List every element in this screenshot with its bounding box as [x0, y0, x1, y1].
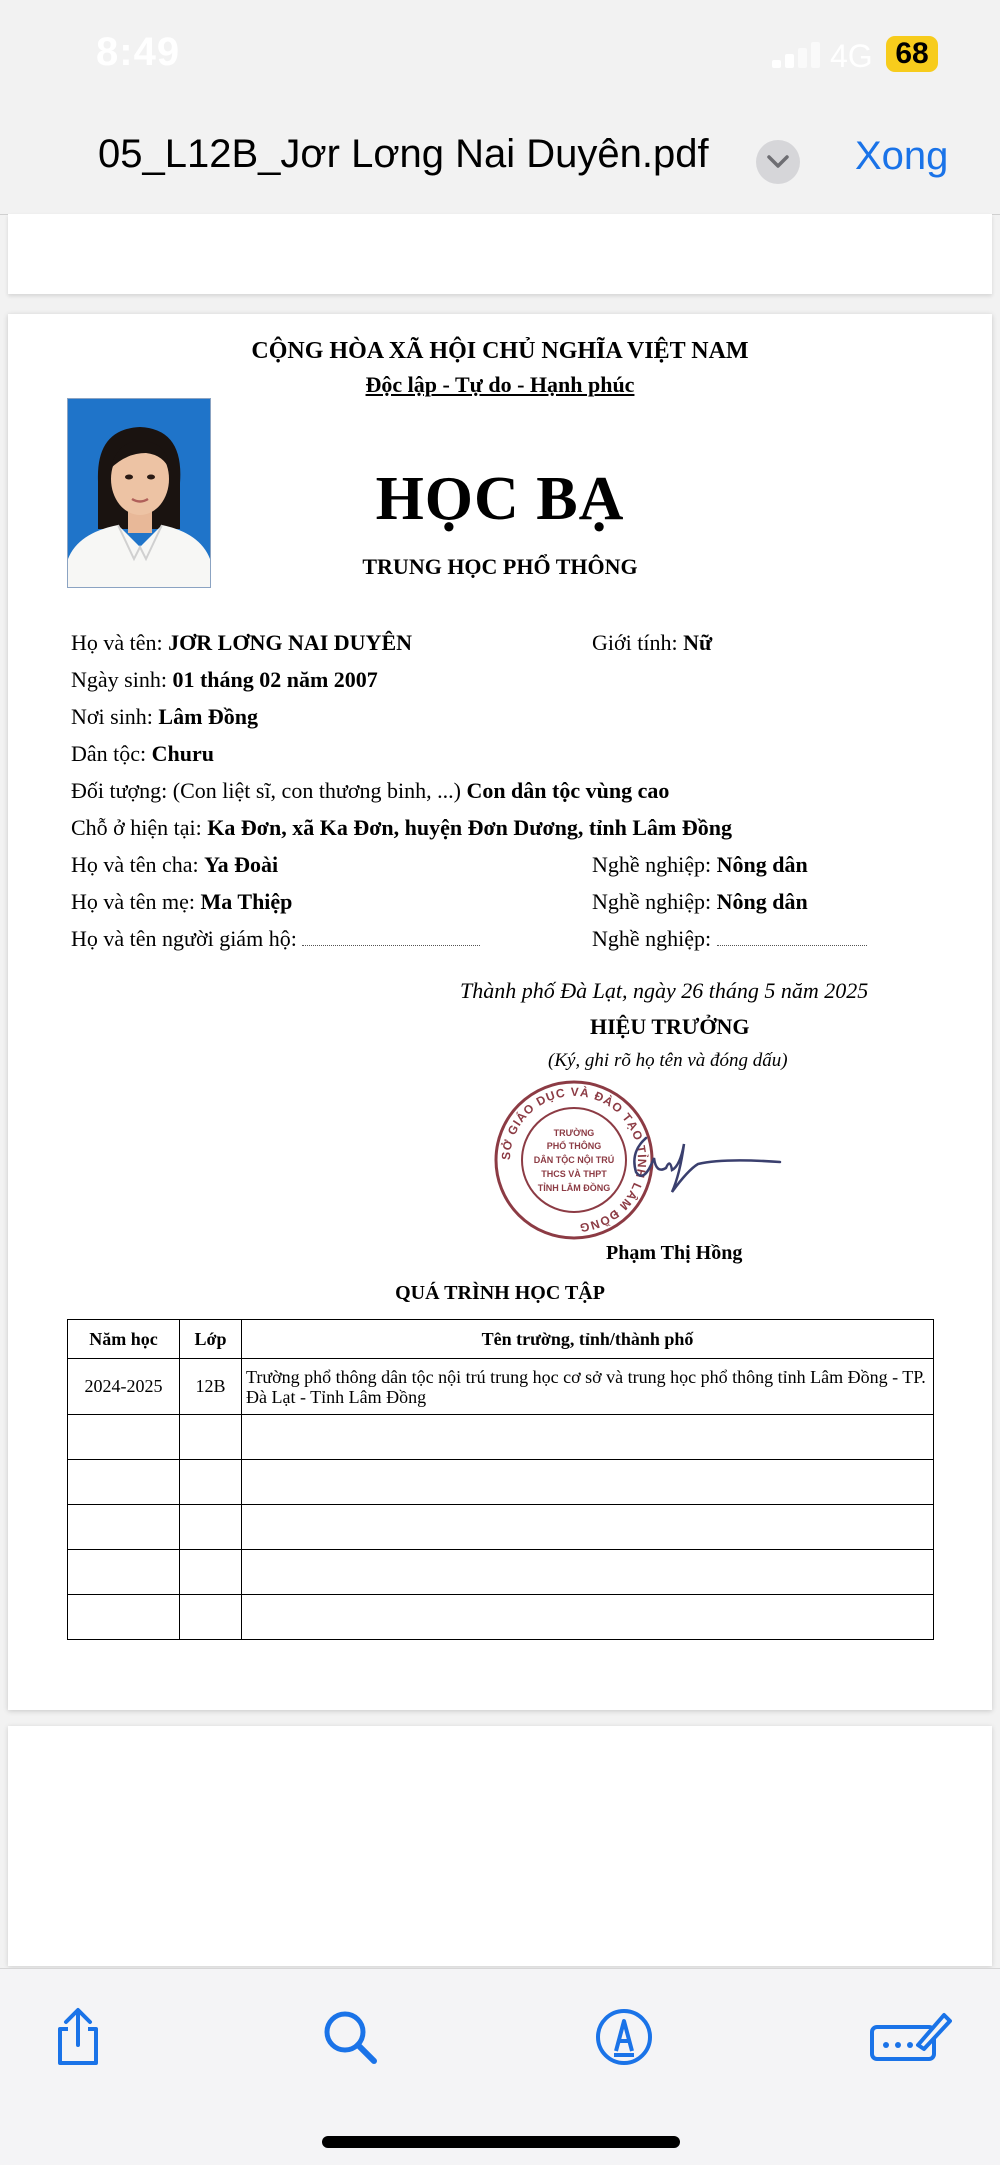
document-subheading: TRUNG HỌC PHỔ THÔNG — [362, 554, 638, 579]
father-job-label: Nghề nghiệp: — [592, 852, 712, 877]
stamp-line: PHỔ THÔNG — [546, 1141, 602, 1151]
status-time: 8:49 — [96, 30, 181, 74]
birthplace-label: Nơi sinh: — [71, 704, 153, 729]
table-cell — [68, 1460, 180, 1505]
history-title: QUÁ TRÌNH HỌC TẬP — [395, 1282, 605, 1304]
address-field — [71, 815, 732, 841]
table-row — [68, 1359, 934, 1415]
table-cell — [180, 1550, 242, 1595]
table-row — [68, 1415, 934, 1460]
signature-date: Thành phố Đà Lạt, ngày 26 tháng 5 năm 2025 — [460, 978, 869, 1003]
header-school-year: Năm học — [68, 1320, 180, 1359]
motto-text: Độc lập - Tự do - Hạnh phúc — [365, 372, 635, 397]
name-label: Họ và tên: — [71, 630, 163, 655]
network-type: 4G — [830, 38, 873, 74]
done-button[interactable]: Xong — [855, 134, 949, 178]
gender-value: Nữ — [683, 630, 713, 655]
table-cell — [242, 1415, 934, 1460]
table-cell — [68, 1595, 180, 1640]
chevron-down-icon — [766, 152, 790, 172]
table-header-row — [68, 1320, 934, 1359]
name-field — [71, 630, 412, 656]
father-job-value: Nông dân — [716, 852, 808, 877]
mother-job-value: Nông dân — [716, 889, 808, 914]
cell-class: 12B — [180, 1359, 242, 1415]
stamp-ring-text: SỞ GIÁO DỤC VÀ ĐÀO TẠO TỈNH LÂM ĐỒNG — [498, 1084, 650, 1235]
table-row — [68, 1460, 934, 1505]
dob-value: 01 tháng 02 năm 2007 — [172, 667, 378, 692]
father-field — [71, 852, 278, 878]
name-value: JƠR LƠNG NAI DUYÊN — [168, 630, 413, 655]
document-title[interactable]: 05_L12B_Jơr Lơng Nai Duyên.pdf — [98, 132, 709, 176]
table-cell — [242, 1505, 934, 1550]
mother-value: Ma Thiệp — [200, 889, 293, 914]
search-button[interactable] — [318, 2005, 382, 2069]
mother-field — [71, 889, 292, 915]
address-label: Chỗ ở hiện tại: — [71, 815, 202, 840]
dob-field — [71, 667, 378, 693]
title-menu-button[interactable] — [756, 140, 800, 184]
share-icon — [46, 2005, 110, 2069]
handwritten-signature — [634, 1138, 780, 1192]
stamp-line: TRƯỜNG — [553, 1128, 595, 1138]
category-field — [71, 778, 669, 804]
history-table — [67, 1319, 934, 1640]
nav-bar — [0, 110, 1000, 215]
table-cell — [180, 1505, 242, 1550]
search-icon — [318, 2005, 382, 2069]
guardian-job-label: Nghề nghiệp: — [592, 926, 712, 951]
battery-icon — [886, 36, 938, 72]
signer-name: Phạm Thị Hồng — [606, 1242, 743, 1264]
school-stamp — [484, 1074, 784, 1244]
header-class: Lớp — [180, 1320, 242, 1359]
mother-label: Họ và tên mẹ: — [71, 889, 196, 914]
cell-school-year: 2024-2025 — [68, 1359, 180, 1415]
battery-level: 68 — [895, 37, 929, 70]
table-cell — [180, 1595, 242, 1640]
header-school-name: Tên trường, tỉnh/thành phố — [242, 1320, 934, 1359]
guardian-field — [71, 926, 480, 952]
table-cell — [242, 1550, 934, 1595]
signature-button[interactable] — [868, 2005, 952, 2069]
guardian-label: Họ và tên người giám hộ: — [71, 926, 297, 951]
home-indicator[interactable] — [322, 2136, 680, 2148]
category-value: Con dân tộc vùng cao — [466, 778, 670, 803]
father-value: Ya Đoài — [204, 852, 279, 877]
guardian-blank — [302, 927, 480, 946]
next-page — [8, 1726, 992, 1966]
markup-icon — [592, 2005, 656, 2069]
signature-role: HIỆU TRƯỞNG — [590, 1014, 750, 1039]
signal-icon — [772, 42, 820, 68]
table-cell — [180, 1415, 242, 1460]
stamp-line: DÂN TỘC NỘI TRÚ — [533, 1155, 615, 1165]
mother-job-field — [592, 889, 808, 915]
table-cell — [68, 1505, 180, 1550]
ethnicity-field — [71, 741, 214, 767]
category-label: Đối tượng: (Con liệt sĩ, con thương binh, ...) — [71, 778, 461, 803]
table-cell — [68, 1550, 180, 1595]
stamp-line: THCS VÀ THPT — [541, 1169, 607, 1179]
gender-label: Giới tính: — [592, 630, 678, 655]
father-job-field — [592, 852, 808, 878]
address-value: Ka Đơn, xã Ka Đơn, huyện Đơn Dương, tỉnh Lâm Đồng — [207, 815, 732, 840]
stamp-line: TỈNH LÂM ĐỒNG — [537, 1183, 611, 1193]
table-cell — [242, 1460, 934, 1505]
signature-icon — [868, 2005, 952, 2069]
signature-note: (Ký, ghi rõ họ tên và đóng dấu) — [548, 1050, 788, 1071]
birthplace-value: Lâm Đồng — [158, 704, 259, 729]
table-row — [68, 1550, 934, 1595]
document-heading: HỌC BẠ — [375, 465, 625, 533]
father-label: Họ và tên cha: — [71, 852, 199, 877]
ethnicity-label: Dân tộc: — [71, 741, 147, 766]
markup-button[interactable] — [592, 2005, 656, 2069]
ethnicity-value: Churu — [151, 741, 215, 766]
guardian-job-blank — [717, 927, 867, 946]
table-cell — [180, 1460, 242, 1505]
table-row — [68, 1595, 934, 1640]
status-bar — [0, 0, 1000, 110]
guardian-job-field — [592, 926, 867, 952]
previous-page — [8, 214, 992, 294]
birthplace-field — [71, 704, 258, 730]
table-cell — [68, 1415, 180, 1460]
cell-school-name: Trường phổ thông dân tộc nội trú trung học cơ sở và trung học phổ thông tỉnh Lâm Đồng - TP. Đà Lạt - Tỉnh Lâm Đồng — [242, 1359, 934, 1415]
document-page — [8, 314, 992, 1710]
table-row — [68, 1505, 934, 1550]
dob-label: Ngày sinh: — [71, 667, 167, 692]
country-name: CỘNG HÒA XÃ HỘI CHỦ NGHĨA VIỆT NAM — [251, 338, 749, 364]
national-motto — [8, 372, 992, 398]
mother-job-label: Nghề nghiệp: — [592, 889, 712, 914]
gender-field — [592, 630, 712, 656]
share-button[interactable] — [46, 2005, 110, 2069]
table-cell — [242, 1595, 934, 1640]
